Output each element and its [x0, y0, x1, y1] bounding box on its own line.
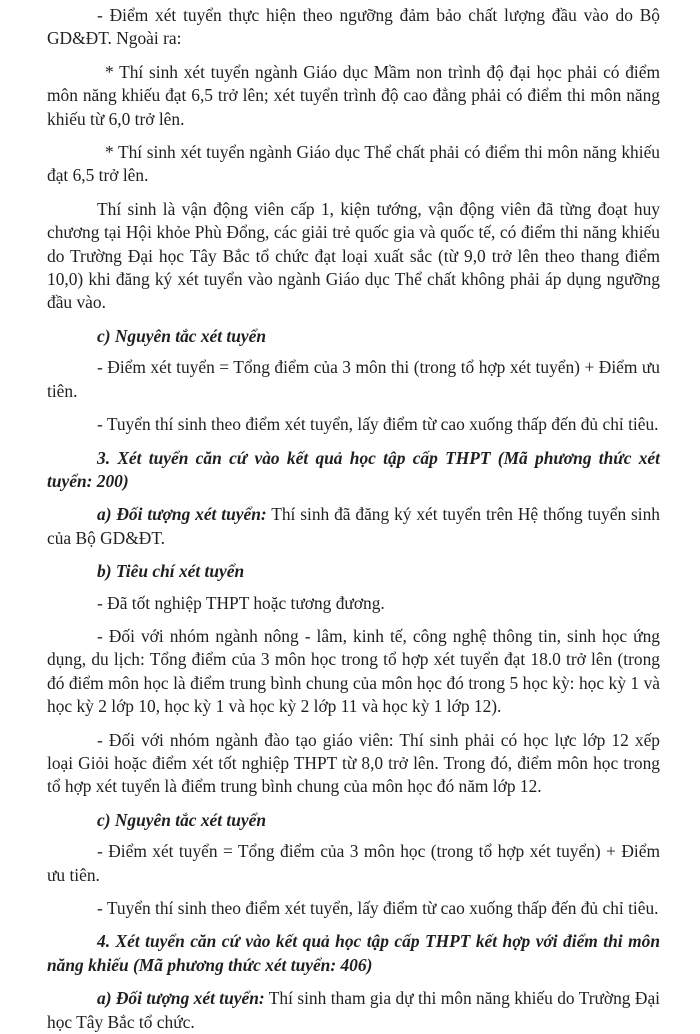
section-heading-4: 4. Xét tuyển căn cứ vào kết quả học tập cấp THPT kết hợp với điểm thi môn năng khiếu (Mã phương thức xét tuyển: 406)	[47, 931, 660, 975]
paragraph-eligible-candidates-3	[47, 503, 660, 550]
paragraph-preschool-requirement: * Thí sinh xét tuyển ngành Giáo dục Mầm non trình độ đại học phải có điểm môn năng khiếu đạt 6,5 trở lên; xét tuyển trình độ cao đẳng phải có điểm thi môn năng khiếu từ 6,0 trở lên.	[47, 61, 660, 129]
paragraph-agri-econ-criteria: - Đối với nhóm ngành nông - lâm, kinh tế, công nghệ thông tin, sinh học ứng dụng, du lịch: Tổng điểm của 3 môn học trong tổ hợp xét tuyển đạt 18.0 trở lên (trong đó điểm môn học là điểm trung bình chung của môn học đó trong 5 học kỳ: học kỳ 1 và học kỳ 2 lớp 10, học kỳ 1 và học kỳ 2 lớp 11 và học kỳ 1 lớp 12).	[47, 625, 660, 717]
heading-selection-principle-3: c) Nguyên tắc xét tuyển	[97, 809, 267, 830]
paragraph-athlete-exemption: Thí sinh là vận động viên cấp 1, kiện tướng, vận động viên đã từng đoạt huy chương tại Hội khỏe Phù Đổng, các giải trẻ quốc gia và quốc tế, có điểm thi năng khiếu do Trường Đại học Tây Bắc tổ chức đạt loại xuất sắc (từ 9,0 trở lên theo thang điểm 10,0) khi đăng ký xét tuyển vào ngành Giáo dục Thể chất không phải áp dụng ngưỡng đầu vào.	[47, 198, 660, 313]
paragraph-ranking-1: - Tuyển thí sinh theo điểm xét tuyển, lấy điểm từ cao xuống thấp đến đủ chỉ tiêu.	[97, 414, 659, 435]
paragraph-eligible-candidates-4	[47, 987, 660, 1034]
paragraph-teacher-criteria: - Đối với nhóm ngành đào tạo giáo viên: Thí sinh phải có học lực lớp 12 xếp loại Giỏi hoặc điểm xét tốt nghiệp THPT từ 8,0 trở lên. Trong đó, điểm môn học trong tổ hợp xét tuyển là điểm trung bình chung của môn học đó năm lớp 12.	[47, 729, 660, 797]
paragraph-graduated: - Đã tốt nghiệp THPT hoặc tương đương.	[97, 592, 385, 613]
section-heading-3: 3. Xét tuyển căn cứ vào kết quả học tập cấp THPT (Mã phương thức xét tuyển: 200)	[47, 447, 660, 491]
text-eligible-candidates-4: Thí sinh tham gia dự thi môn năng khiếu do Trường Đại học Tây Bắc tổ chức.	[47, 988, 660, 1032]
paragraph-ranking-3: - Tuyển thí sinh theo điểm xét tuyển, lấy điểm từ cao xuống thấp đến đủ chỉ tiêu.	[97, 898, 659, 918]
heading-selection-principle-1: c) Nguyên tắc xét tuyển	[97, 325, 267, 346]
paragraph-score-formula-1: - Điểm xét tuyển = Tổng điểm của 3 môn thi (trong tổ hợp xét tuyển) + Điểm ưu tiên.	[47, 357, 660, 401]
lead-eligible-candidates-4: a) Đối tượng xét tuyển:	[97, 988, 265, 1009]
text-eligible-candidates-3: Thí sinh đã đăng ký xét tuyển trên Hệ thống tuyển sinh của Bộ GD&ĐT.	[47, 504, 660, 548]
paragraph-pe-requirement: * Thí sinh xét tuyển ngành Giáo dục Thể chất phải có điểm thi môn năng khiếu đạt 6,5 trở lên.	[47, 142, 660, 186]
paragraph-threshold: - Điểm xét tuyển thực hiện theo ngưỡng đảm bảo chất lượng đầu vào do Bộ GD&ĐT. Ngoài ra:	[47, 5, 660, 49]
lead-eligible-candidates-3: a) Đối tượng xét tuyển:	[97, 504, 267, 525]
paragraph-score-formula-3: - Điểm xét tuyển = Tổng điểm của 3 môn học (trong tổ hợp xét tuyển) + Điểm ưu tiên.	[47, 841, 660, 885]
heading-criteria-3: b) Tiêu chí xét tuyển	[97, 561, 245, 582]
